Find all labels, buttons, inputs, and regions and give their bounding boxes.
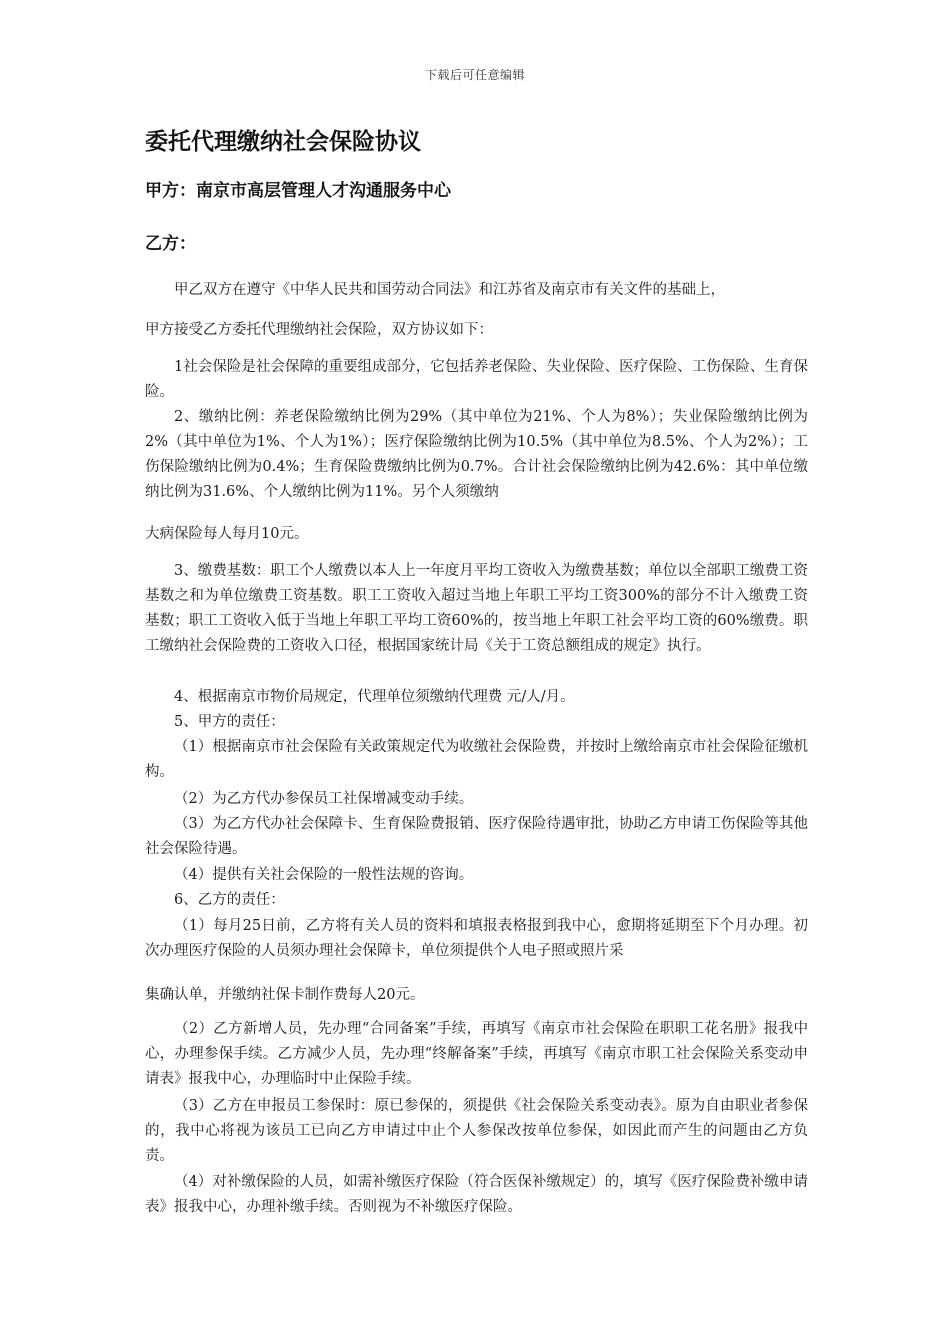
clause-5-4: （4）提供有关社会保险的一般性法规的咨询。	[174, 867, 474, 883]
clause-6-3: （3）乙方在申报员工参保时：原已参保的，须提供《社会保险关系变动表》。原为自由职业者参保的，我中心将视为该员工已向乙方申请过中止个人参保改按单位参保，如因此而产生的问题由乙方负责。	[145, 1098, 808, 1164]
clause-2: 2、缴纳比例：养老保险缴纳比例为29%（其中单位为21%、个人为8%）；失业保险缴纳比例为2%（其中单位为1%、个人为1%）；医疗保险缴纳比例为10.5%（其中单位为8.5%、个人为2%）；工伤保险缴纳比例为0.4%；生育保险费缴纳比例为0.7%。合计社会保险缴纳比例为42.6%：其中单位缴纳比例为31.6%、个人缴纳比例为11%。另个人须缴纳	[145, 409, 808, 500]
clause-5: 5、甲方的责任：	[174, 714, 285, 730]
clause-5-1: （1）根据南京市社会保险有关政策规定代为收缴社会保险费，并按时上缴给南京市社会保险征缴机构。	[145, 739, 808, 780]
clause-6-1: （1）每月25日前，乙方将有关人员的资料和填报表格报到我中心，愈期将延期至下个月办理。初次办理医疗保险的人员须办理社会保障卡，单位须提供个人电子照或照片采	[145, 918, 808, 959]
party-b-line: 乙方：	[145, 234, 196, 254]
intro-paragraph-1: 甲乙双方在遵守《中华人民共和国劳动合同法》和江苏省及南京市有关文件的基础上，	[174, 282, 725, 298]
clause-6: 6、乙方的责任：	[174, 892, 285, 908]
clause-2-continued: 大病保险每人每月10元。	[145, 526, 309, 542]
clause-6-2: （2）乙方新增人员，先办理“合同备案”手续，再填写《南京市社会保险在职职工花名册》报我中心，办理参保手续。乙方减少人员，先办理“终解备案”手续，再填写《南京市职工社会保险关系变动申请表》报我中心，办理临时中止保险手续。	[145, 1021, 808, 1087]
clause-4: 4、根据南京市物价局规定，代理单位须缴纳代理费 元/人/月。	[174, 689, 575, 705]
intro-paragraph-2: 甲方接受乙方委托代理缴纳社会保险，双方协议如下：	[145, 322, 493, 338]
document-title: 委托代理缴纳社会保险协议	[145, 129, 421, 155]
page-header: 下载后可任意编辑	[424, 68, 525, 82]
clause-1: 1社会保险是社会保障的重要组成部分，它包括养老保险、失业保险、医疗保险、工伤保险、生育保险。	[145, 359, 808, 400]
party-a-line: 甲方：南京市高层管理人才沟通服务中心	[145, 181, 451, 201]
clause-5-3: （3）为乙方代办社会保障卡、生育保险费报销、医疗保险待遇审批，协助乙方申请工伤保险等其他社会保险待遇。	[145, 816, 808, 857]
clause-6-1-continued: 集确认单，并缴纳社保卡制作费每人20元。	[145, 987, 425, 1003]
clause-5-2: （2）为乙方代办参保员工社保增减变动手续。	[174, 791, 474, 807]
clause-3: 3、缴费基数：职工个人缴费以本人上一年度月平均工资收入为缴费基数；单位以全部职工缴费工资基数之和为单位缴费工资基数。职工工资收入超过当地上年职工平均工资300%的部分不计入缴费工资基数；职工工资收入低于当地上年职工平均工资60%的，按当地上年职工社会平均工资的60%缴费。职工缴纳社会保险费的工资收入口径，根据国家统计局《关于工资总额组成的规定》执行。	[145, 563, 808, 654]
clause-6-4: （4）对补缴保险的人员，如需补缴医疗保险（符合医保补缴规定）的，填写《医疗保险费补缴申请表》报我中心，办理补缴手续。否则视为不补缴医疗保险。	[145, 1174, 808, 1215]
